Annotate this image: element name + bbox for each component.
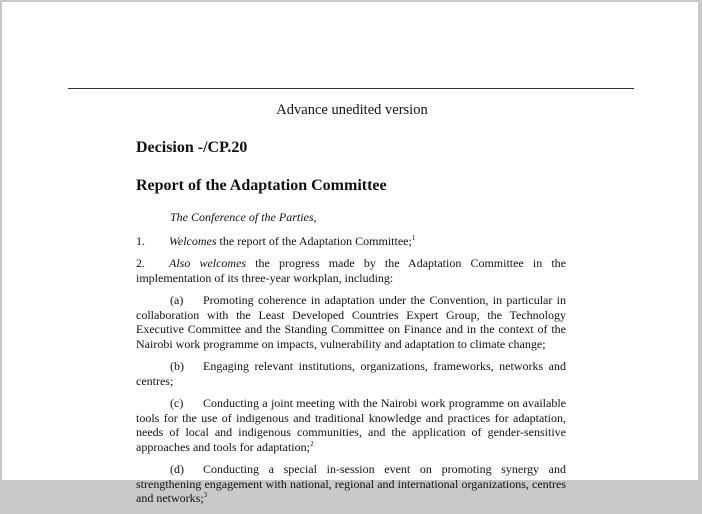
document-page <box>2 2 698 505</box>
footnote-ref: 3 <box>203 491 208 499</box>
paragraph-text: the report of the Adaptation Committee; <box>216 233 412 248</box>
header-rule <box>68 88 634 89</box>
sub-item-text: Conducting a joint meeting with the Nairobi work programme on available tools for the use of indigenous and traditional knowledge and practices for adaptation, needs of local and indigenous communities, and the application of gender-sensitive approaches and tools for adaptation; <box>136 396 566 454</box>
sub-item-label: (d) <box>170 462 184 476</box>
footnote-ref: 2 <box>309 439 314 448</box>
preamble: The Conference of the Parties, <box>170 210 317 224</box>
decision-title: Decision -/CP.20 <box>136 139 248 156</box>
paragraph-text: the progress made by the Adaptation Committee in the implementation of its three-year workplan, including: <box>136 256 566 285</box>
sub-item-label: (b) <box>170 359 184 373</box>
paragraph-2 <box>136 256 566 285</box>
version-label: Advance unedited version <box>276 102 428 118</box>
paragraph-number: 2. <box>136 256 145 270</box>
paragraph-1 <box>136 234 566 249</box>
paragraph-lead: Welcomes <box>169 233 217 248</box>
document-body <box>136 210 566 514</box>
paragraph-lead: Also welcomes <box>169 256 247 270</box>
sub-item-d <box>136 462 566 506</box>
sub-item-a <box>136 293 566 351</box>
sub-item-b <box>136 359 566 388</box>
sub-item-label: (c) <box>170 396 184 410</box>
sub-item-c <box>136 396 566 454</box>
paragraph-number: 1. <box>136 233 145 248</box>
sub-item-label: (a) <box>170 293 184 307</box>
sub-item-text: Engaging relevant institutions, organizations, frameworks, networks and centres; <box>136 359 566 388</box>
sub-item-text: Promoting coherence in adaptation under the Convention, in particular in collaboration with the Least Developed Countries Expert Group, the Technology Executive Committee and the Standing Committee on Finance and in the context of the Nairobi work programme on impacts, vulnerability and adaptation to climate change; <box>136 293 566 351</box>
report-title: Report of the Adaptation Committee <box>136 177 387 194</box>
footnote-ref: 1 <box>411 233 416 242</box>
sub-item-text: Conducting a special in-session event on promoting synergy and strengthening engagement with national, regional and international organizations, centres and networks; <box>136 462 566 505</box>
